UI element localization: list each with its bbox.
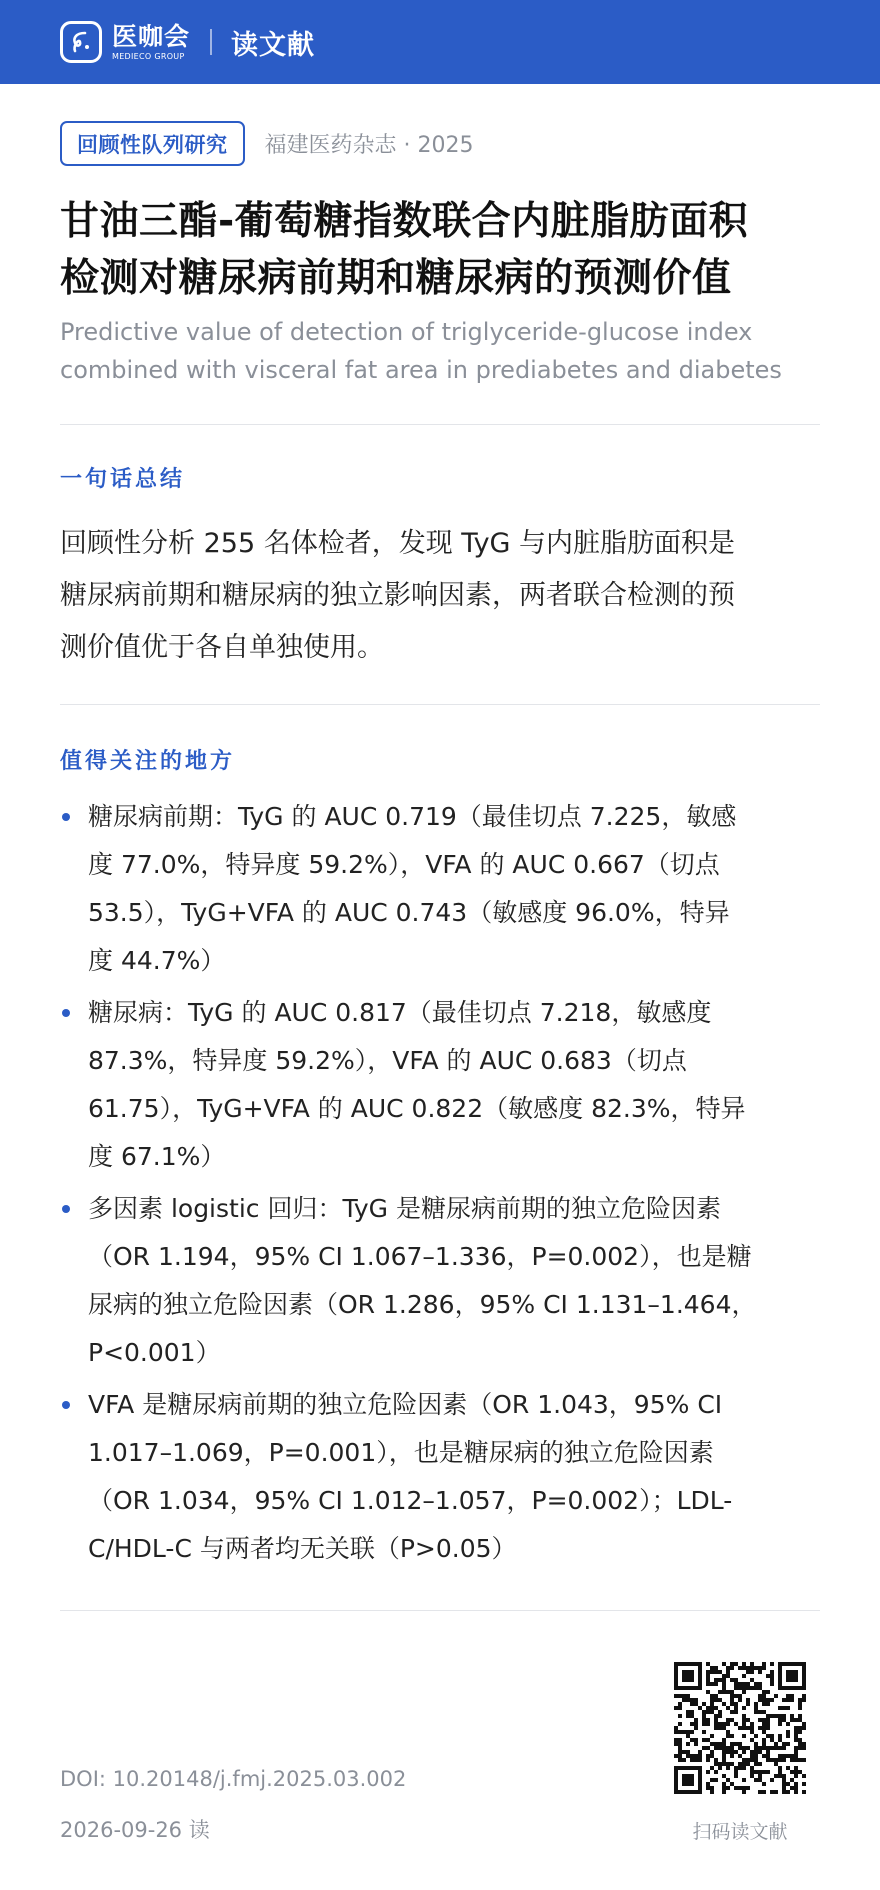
highlights-list — [60, 793, 820, 1573]
journal-source: 福建医药杂志 · 2025 — [264, 133, 474, 158]
bullet-icon — [62, 1205, 70, 1213]
item-line: 多因素 logistic 回归：TyG 是糖尿病前期的独立危险因素 — [88, 1194, 721, 1223]
item-line: 87.3%，特异度 59.2%），VFA 的 AUC 0.683（切点 — [88, 1046, 687, 1075]
section-title: 读文献 — [231, 29, 316, 61]
item-line: （OR 1.194，95% CI 1.067–1.336，P=0.002），也是糖 — [88, 1242, 752, 1271]
summary-line: 测价值优于各自单独使用。 — [60, 632, 384, 663]
divider — [60, 1610, 820, 1611]
item-line: 尿病的独立危险因素（OR 1.286，95% CI 1.131–1.464， — [88, 1290, 757, 1319]
list-item — [60, 1381, 820, 1573]
item-line: C/HDL-C 与两者均无关联（P>0.05） — [88, 1534, 517, 1563]
logo-icon[interactable] — [60, 21, 102, 63]
logo-text — [112, 21, 191, 61]
item-line: 度 67.1%） — [88, 1142, 226, 1171]
bullet-icon — [62, 813, 70, 821]
highlights-heading: 值得关注的地方 — [60, 749, 236, 774]
title-cn — [60, 193, 820, 307]
item-line: VFA 是糖尿病前期的独立危险因素（OR 1.043，95% CI — [88, 1390, 723, 1419]
summary-text — [60, 518, 820, 674]
item-line: P<0.001） — [88, 1338, 221, 1367]
list-item — [60, 989, 820, 1181]
title-cn-line: 甘油三酯-葡萄糖指数联合内脏脂肪面积 — [60, 199, 749, 244]
top-bar — [0, 0, 880, 84]
summary-heading: 一句话总结 — [60, 467, 186, 492]
item-line: 53.5），TyG+VFA 的 AUC 0.743（敏感度 96.0%，特异 — [88, 898, 730, 927]
item-line: （OR 1.034，95% CI 1.012–1.057，P=0.002）；LDL- — [88, 1486, 733, 1515]
summary-line: 回顾性分析 255 名体检者，发现 TyG 与内脏脂肪面积是 — [60, 528, 736, 559]
item-line: 糖尿病：TyG 的 AUC 0.817（最佳切点 7.218，敏感度 — [88, 998, 712, 1027]
title-cn-line: 检测对糖尿病前期和糖尿病的预测价值 — [60, 256, 732, 301]
header-divider — [210, 29, 212, 55]
title-en-line: combined with visceral fat area in prediabetes and diabetes — [60, 356, 782, 384]
item-line: 61.75），TyG+VFA 的 AUC 0.822（敏感度 82.3%，特异 — [88, 1094, 746, 1123]
list-item — [60, 1185, 820, 1377]
logo-subtitle: MEDIECO GROUP — [112, 51, 185, 61]
qr-code-graphic — [674, 1662, 806, 1794]
article-card — [60, 84, 820, 1611]
title-en — [60, 313, 820, 389]
qr-code-icon[interactable] — [674, 1662, 806, 1794]
logo-glyph — [67, 28, 95, 56]
read-date: 2026-09-26 读 — [60, 1818, 210, 1842]
study-type-badge: 回顾性队列研究 — [60, 121, 245, 166]
title-en-line: Predictive value of detection of triglyceride-glucose index — [60, 318, 753, 346]
item-line: 糖尿病前期：TyG 的 AUC 0.719（最佳切点 7.225，敏感 — [88, 802, 737, 831]
doi-text[interactable]: DOI: 10.20148/j.fmj.2025.03.002 — [60, 1767, 407, 1791]
divider — [60, 704, 820, 705]
summary-line: 糖尿病前期和糖尿病的独立影响因素，两者联合检测的预 — [60, 580, 735, 611]
logo-name: 医咖会 — [112, 21, 191, 51]
bullet-icon — [62, 1009, 70, 1017]
item-line: 1.017–1.069，P=0.001），也是糖尿病的独立危险因素 — [88, 1438, 714, 1467]
bullet-icon — [62, 1401, 70, 1409]
item-line: 度 44.7%） — [88, 946, 226, 975]
divider — [60, 424, 820, 425]
list-item — [60, 793, 820, 985]
meta-row — [60, 121, 820, 166]
item-line: 度 77.0%，特异度 59.2%），VFA 的 AUC 0.667（切点 — [88, 850, 720, 879]
qr-caption: 扫码读文献 — [692, 1821, 788, 1843]
